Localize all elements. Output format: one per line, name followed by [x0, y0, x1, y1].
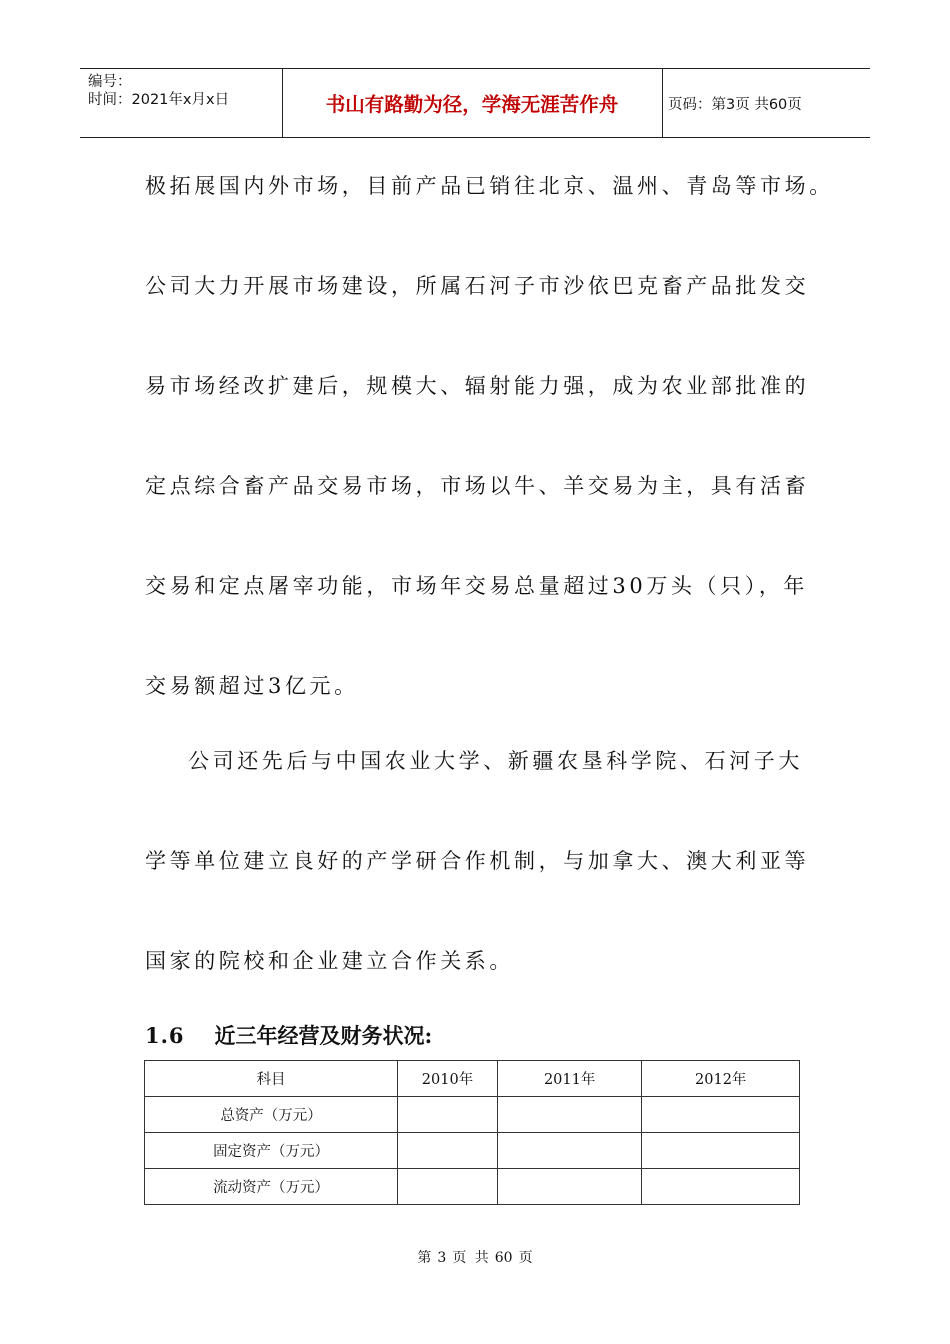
header-motto: 书山有路勤为径，学海无涯苦作舟: [325, 93, 619, 116]
table-cell-label: 总资产（万元）: [145, 1097, 398, 1133]
table-cell: [497, 1097, 642, 1133]
section-number: 1.6: [145, 1023, 185, 1048]
body-line: 交易和定点屠宰功能，市场年交易总量超过30万头（只），年: [145, 574, 809, 598]
table-cell-label: 流动资产（万元）: [145, 1169, 398, 1205]
table-cell: [398, 1133, 498, 1169]
header-meta: [80, 69, 282, 141]
body-line: 定点综合畜产品交易市场，市场以牛、羊交易为主，具有活畜: [145, 474, 810, 498]
body-line: 公司还先后与中国农业大学、新疆农垦科学院、石河子大: [188, 749, 803, 773]
body-line: 易市场经改扩建后，规模大、辐射能力强，成为农业部批准的: [145, 374, 810, 398]
table-header-cell: 2011年: [497, 1061, 642, 1097]
table-cell: [398, 1097, 498, 1133]
table-cell: [642, 1133, 800, 1169]
document-date: 时间：2021年x月x日: [88, 92, 230, 108]
header-divider: [662, 69, 663, 137]
body-line: 国家的院校和企业建立合作关系。: [145, 949, 514, 973]
body-line: 交易额超过3亿元。: [145, 674, 359, 698]
body-line: 学等单位建立良好的产学研合作机制，与加拿大、澳大利亚等: [145, 849, 810, 873]
table-cell: [497, 1133, 642, 1169]
footer-middle: 页 共: [452, 1250, 489, 1266]
table-header-cell: 科目: [145, 1061, 398, 1097]
header-page-info: 页码：第3页 共60页: [668, 96, 802, 113]
header-divider: [282, 69, 283, 137]
table-cell: [497, 1169, 642, 1205]
financial-table: [144, 1060, 800, 1205]
page-footer: [0, 1247, 950, 1267]
footer-suffix: 页: [518, 1250, 533, 1266]
table-cell-label: 固定资产（万元）: [145, 1133, 398, 1169]
footer-page-number: 3: [437, 1250, 447, 1266]
table-header-cell: 2012年: [642, 1061, 800, 1097]
footer-prefix: 第: [417, 1250, 432, 1266]
table-cell: [642, 1097, 800, 1133]
table-header-row: [145, 1061, 800, 1097]
document-code: 编号：: [88, 74, 132, 90]
table-row: [145, 1097, 800, 1133]
table-header-cell: 2010年: [398, 1061, 498, 1097]
body-line: 公司大力开展市场建设，所属石河子市沙依巴克畜产品批发交: [145, 274, 810, 298]
table-row: [145, 1169, 800, 1205]
section-title: 近三年经营及财务状况:: [214, 1023, 433, 1048]
page-header: [80, 68, 870, 138]
table-cell: [398, 1169, 498, 1205]
table-cell: [642, 1169, 800, 1205]
section-heading: [145, 1020, 432, 1050]
body-line: 极拓展国内外市场，目前产品已销往北京、温州、青岛等市场。: [145, 174, 834, 198]
table-row: [145, 1133, 800, 1169]
footer-total-pages: 60: [494, 1250, 513, 1266]
